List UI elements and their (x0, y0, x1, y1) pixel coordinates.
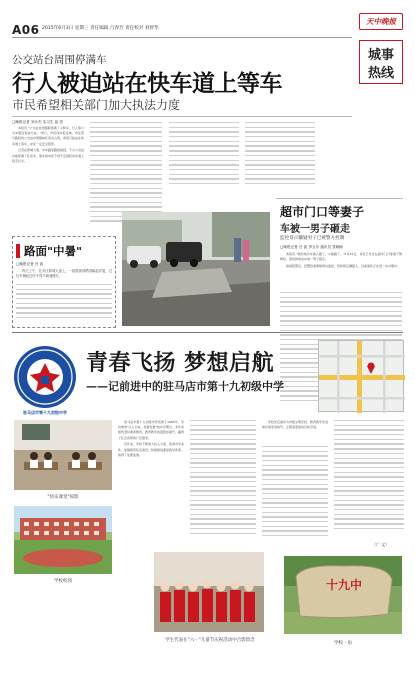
section-title-2: 热线 (367, 66, 394, 81)
classroom-caption: "快乐课堂"掠影 (47, 495, 79, 500)
feature-end-mark: （广 文） (372, 542, 390, 547)
classroom-photo-art (14, 420, 112, 490)
newspaper-logo-text: 天中晚报 (366, 17, 396, 26)
school-emblem (14, 346, 76, 408)
lead-rule (12, 116, 352, 117)
lead-body-col4 (245, 122, 315, 192)
feature-paragraph: 学校先后被评为市级文明学校、教育教学先进单位等荣誉称号，正朝着更高的目标迈进。 (262, 420, 328, 430)
lead-body (12, 126, 84, 236)
school-emblem-art (14, 346, 76, 408)
page-number: A06 (12, 23, 40, 37)
campus-caption: 学校校园 (54, 579, 72, 584)
lead-paragraph: 记者在驿城大道、中华路等路段看到，不少公交站台前停满了私家车，等车的市民不得不走到机动车道上招手拦车。 (12, 148, 84, 163)
campus-photo (14, 506, 112, 574)
side-subhead-1: 车被一男子砸走 (280, 224, 350, 235)
feature-paragraph: 近年来，学校不断加大投入力度，改善办学条件，加强师资队伍建设，积极推进课堂教学改革，取得了显著成效。 (118, 442, 184, 457)
stone-inscription: 十九中 (325, 578, 362, 592)
street-photo-art (122, 212, 270, 326)
campus-photo-art (14, 506, 112, 574)
side-paragraph: 接到报警后，民警迅速调取周边监控，很快锁定嫌疑人，目前案件正在进一步办理中。 (286, 263, 401, 268)
lead-paragraph: 本报讯 "公交站台周围都停满了小轿车，行人等公交车都没有地方站。"昨日，市民向本报反映，市区部分路段的公交站台周围被私家车占用，乘客只能站在快车道上等车，存在一定安全隐患。 (12, 126, 84, 146)
feature-body-col2 (190, 420, 256, 546)
section-divider (12, 332, 403, 333)
lead-kicker: 公交站台周围停满车 (12, 54, 107, 66)
feature-body-col3-more (262, 446, 328, 546)
lead-headline: 行人被迫站在快车道上等车 (12, 70, 282, 97)
stone-photo (284, 556, 402, 634)
students-photo-art (154, 552, 264, 632)
side-byline: □晚报记者 吕 凯 李玉东 通讯员 张晓旸 (280, 245, 344, 249)
feature-paragraph: 驻马店市第十九初级中学创建于1985年，学校秉承"以人为本，和谐发展"的办学理念，多年来始终坚持素质教育，教育教学质量稳步提升，赢得了社会各界的广泛赞誉。 (118, 420, 184, 440)
feature-body (118, 420, 184, 546)
stone-photo-art (284, 556, 402, 634)
lead-body-col3 (169, 122, 239, 192)
side-story-rule (276, 198, 403, 199)
emblem-caption: 驻马店市第十九初级中学 (23, 410, 67, 415)
street-photo (122, 212, 270, 326)
column-paragraph: 昨天上午，在市区驿城大道上，一段路面被晒得隆起开裂，过往车辆经过时不得不减速慢行。 (16, 269, 112, 279)
side-headline: 超市门口等妻子 (280, 205, 365, 219)
header-rule (12, 37, 352, 38)
location-map (318, 340, 404, 412)
column-byline: □晚报记者 吕 凯 (16, 262, 44, 266)
column-title-bar (16, 244, 20, 258)
column-body-more (16, 284, 112, 324)
feature-subtitle: ——记前进中的驻马店市第十九初级中学 (86, 380, 284, 393)
feature-title: 青春飞扬 梦想启航 (86, 350, 275, 376)
header-meta: 2015年6月3日 星期三 责任编辑 吕春芳 责任校对 刘智华 (42, 26, 159, 31)
lead-subhead: 市民希望相关部门加大执法力度 (12, 98, 181, 112)
feature-body-col4 (334, 420, 404, 540)
classroom-photo (14, 420, 112, 490)
students-caption: 学生代表在"六一"儿童节庆祝活动中合影留念 (165, 638, 255, 643)
side-paragraph: 本报讯 "我的电动车被人砸了，小偷跑了。"5月31日，市民王先生在超市门口等妻子购物时，停放的电动车被一男子砸走。 (280, 252, 402, 262)
column-title: 路面"中暑" (24, 244, 82, 258)
location-map-art (319, 341, 405, 413)
students-photo (154, 552, 264, 632)
lead-byline: □晚报记者 刘永杰 实习生 祖 晋 (12, 120, 64, 124)
side-subhead-2: 监控显示嫌疑男子已被警方控制 (280, 236, 345, 241)
stone-caption: 学校一角 (334, 641, 352, 646)
section-title-1: 城事 (367, 48, 394, 63)
